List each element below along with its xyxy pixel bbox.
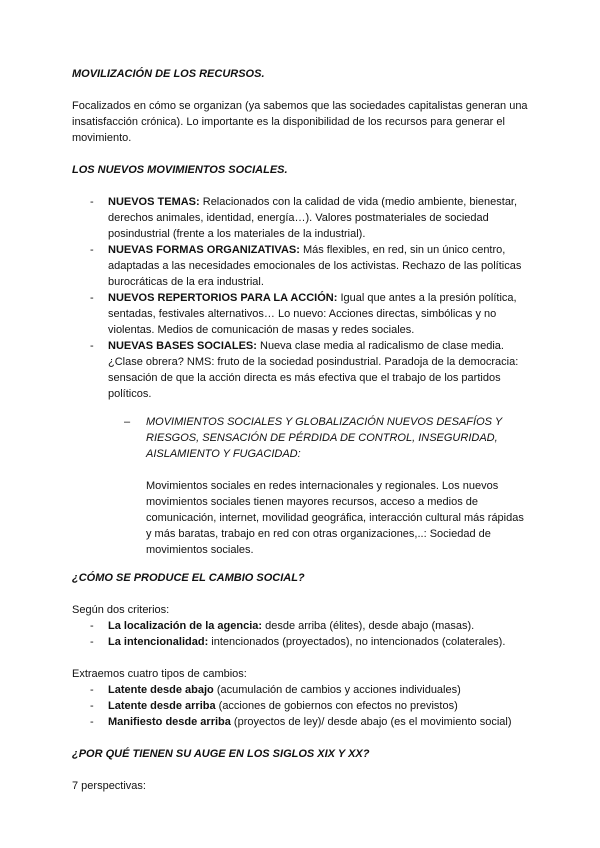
dash-bullet: – xyxy=(124,416,131,428)
heading-auge: ¿POR QUÉ TIENEN SU AUGE EN LOS SIGLOS XIX Y XX? xyxy=(72,748,370,760)
list-item xyxy=(72,242,528,290)
paragraph-tipos-intro: Extraemos cuatro tipos de cambios: xyxy=(72,668,247,680)
dash-bullet: - xyxy=(90,684,94,696)
item-text: Igual que antes a la presión política, sentadas, festivales alternativos… Lo nuevo: Acciones directas, simbólicas y no violentas. Medios de comunicación de masas y redes sociales. xyxy=(108,292,517,336)
item-term: La intencionalidad: xyxy=(108,636,209,648)
list-item xyxy=(72,194,528,242)
dash-bullet: - xyxy=(90,196,94,208)
item-text: (acumulación de cambios y acciones individuales) xyxy=(213,684,461,696)
item-text: (acciones de gobiernos con efectos no previstos) xyxy=(215,700,458,712)
dash-bullet: - xyxy=(90,340,94,352)
dash-bullet: - xyxy=(90,244,94,256)
item-term: Latente desde arriba xyxy=(108,700,216,712)
item-text: (proyectos de ley)/ desde abajo (es el movimiento social) xyxy=(230,716,512,728)
dash-bullet: - xyxy=(90,292,94,304)
subheading-globalizacion xyxy=(72,414,528,462)
item-term: NUEVOS REPERTORIOS PARA LA ACCIÓN: xyxy=(108,292,338,304)
subheading-text: MOVIMIENTOS SOCIALES Y GLOBALIZACIÓN NUEVOS DESAFÍOS Y RIESGOS, SENSACIÓN DE PÉRDIDA DE CONTROL, INSEGURIDAD, AISLAMIENTO Y FUGACIDAD: xyxy=(146,416,502,460)
dash-bullet: - xyxy=(90,716,94,728)
item-term: NUEVOS TEMAS: xyxy=(108,196,200,208)
types-list xyxy=(72,682,528,730)
item-text: intencionados (proyectados), no intencionados (colaterales). xyxy=(208,636,506,648)
paragraph-movimientos-redes: Movimientos sociales en redes internacionales y regionales. Los nuevos movimientos sociales tienen mayores recursos, acceso a medios de comunicación, internet, movilidad geográfica, interacción cultural más rápidas y más baratas, trabajo en red con otras organizaciones,..: Sociedad de movimientos sociales. xyxy=(146,480,524,556)
list-item xyxy=(72,618,528,634)
item-term: La localización de la agencia: xyxy=(108,620,263,632)
item-term: NUEVAS FORMAS ORGANIZATIVAS: xyxy=(108,244,300,256)
item-term: Latente desde abajo xyxy=(108,684,214,696)
item-text: Más flexibles, en red, sin un único centro, adaptadas a las necesidades emocionales de los activistas. Rechazo de las políticas burocráticas de la era industrial. xyxy=(108,244,522,288)
dash-bullet: - xyxy=(90,700,94,712)
dash-bullet: - xyxy=(90,620,94,632)
dash-bullet: - xyxy=(90,636,94,648)
item-term: Manifiesto desde arriba xyxy=(108,716,231,728)
list-item xyxy=(72,338,528,402)
list-item xyxy=(72,698,528,714)
paragraph-perspectivas: 7 perspectivas: xyxy=(72,780,146,792)
item-term: NUEVAS BASES SOCIALES: xyxy=(108,340,257,352)
heading-nuevos-movimientos: LOS NUEVOS MOVIMIENTOS SOCIALES. xyxy=(72,164,288,176)
item-text: Nueva clase media al radicalismo de clase media. ¿Clase obrera? NMS: fruto de la sociedad posindustrial. Paradoja de la democracia: sensación de que la acción directa es más efectiva que el trabajo de los partidos políticos. xyxy=(108,340,519,400)
heading-cambio-social: ¿CÓMO SE PRODUCE EL CAMBIO SOCIAL? xyxy=(72,572,305,584)
list-item xyxy=(72,682,528,698)
paragraph-criterios-intro: Según dos criterios: xyxy=(72,604,170,616)
list-item xyxy=(72,634,528,650)
criteria-list xyxy=(72,618,528,650)
nms-list xyxy=(72,194,528,402)
item-text: Relacionados con la calidad de vida (medio ambiente, bienestar, derechos animales, identidad, energía…). Valores postmateriales de sociedad posindustrial (frente a los materiales de la industrial). xyxy=(108,196,518,240)
list-item xyxy=(72,290,528,338)
item-text: desde arriba (élites), desde abajo (masas). xyxy=(262,620,475,632)
paragraph-focalizados: Focalizados en cómo se organizan (ya sabemos que las sociedades capitalistas generan una insatisfacción crónica). Lo importante es la disponibilidad de los recursos para generar el movimiento. xyxy=(72,100,528,144)
heading-movilizacion: MOVILIZACIÓN DE LOS RECURSOS. xyxy=(72,68,265,80)
list-item xyxy=(72,714,528,730)
